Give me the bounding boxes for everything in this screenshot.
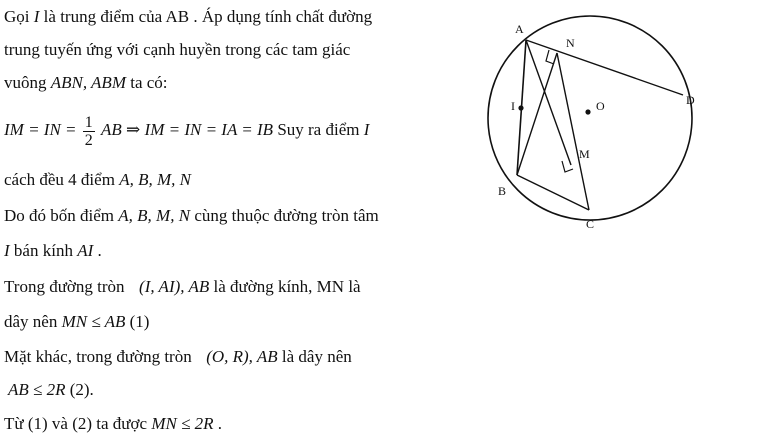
math-variable: I [33, 7, 40, 26]
segment-am [526, 40, 571, 165]
fraction-denominator: 2 [84, 131, 93, 149]
text-segment: . [97, 241, 102, 260]
math-expression: (O, R), AB [206, 347, 278, 366]
point-i [518, 105, 523, 110]
label-n: N [566, 36, 575, 50]
text-segment: cách đều 4 điểm [4, 170, 115, 189]
segment-ad [526, 40, 683, 95]
label-c: C [586, 217, 595, 231]
text-line-2: trung tuyến ứng với cạnh huyền trong các tam giác [4, 40, 351, 59]
text-segment: Do đó bốn điểm [4, 206, 115, 225]
text-segment: ta có: [130, 73, 168, 92]
math-points: A, B, M, N [118, 206, 191, 225]
equation-right: AB ⇒ IM = IN = IA = IB [101, 120, 274, 139]
math-variable: I [4, 241, 10, 260]
text-segment: Từ (1) và (2) ta được [4, 414, 148, 433]
math-expression: (I, AI), AB [139, 277, 210, 296]
label-i: I [511, 99, 515, 113]
segment-bc [517, 175, 589, 210]
fraction-numerator: 1 [84, 113, 93, 131]
math-inequality: MN ≤ AB [61, 312, 126, 331]
math-inequality: AB ≤ 2R [8, 380, 66, 399]
math-variable: I [363, 120, 370, 139]
math-points: A, B, M, N [119, 170, 191, 189]
text-segment: (1) [129, 312, 150, 331]
text-segment: Mặt khác, trong đường tròn [4, 347, 192, 366]
right-angle-m [562, 161, 573, 172]
text-segment: là trung điểm của AB . Áp dụng tính chất đường [43, 7, 373, 26]
segment-dc [557, 53, 589, 210]
math-variable: AI [77, 241, 94, 260]
math-inequality: MN ≤ 2R [151, 414, 214, 433]
label-b: B [498, 184, 507, 198]
label-m: M [579, 147, 590, 161]
text-segment: Gọi [4, 7, 30, 26]
label-d: D [686, 93, 695, 107]
equation-left: IM = IN = [4, 120, 77, 139]
label-o: O [596, 99, 605, 113]
text-segment: . [217, 414, 223, 433]
text-segment: là dây nên [281, 347, 352, 366]
label-a: A [515, 22, 524, 36]
text-segment: Trong đường tròn [4, 277, 125, 296]
text-segment: bán kính [13, 241, 73, 260]
text-segment: vuông [4, 73, 47, 92]
text-segment: (2). [69, 380, 94, 399]
math-expression: ABN, ABM [50, 73, 126, 92]
text-segment: là đường kính, MN là [213, 277, 361, 296]
circle-o [488, 16, 692, 220]
right-angle-n [546, 50, 554, 64]
text-segment: dây nên [4, 312, 58, 331]
text-segment: cùng thuộc đường tròn tâm [194, 206, 379, 225]
point-o [585, 109, 590, 114]
text-segment: Suy ra điểm [277, 120, 360, 139]
